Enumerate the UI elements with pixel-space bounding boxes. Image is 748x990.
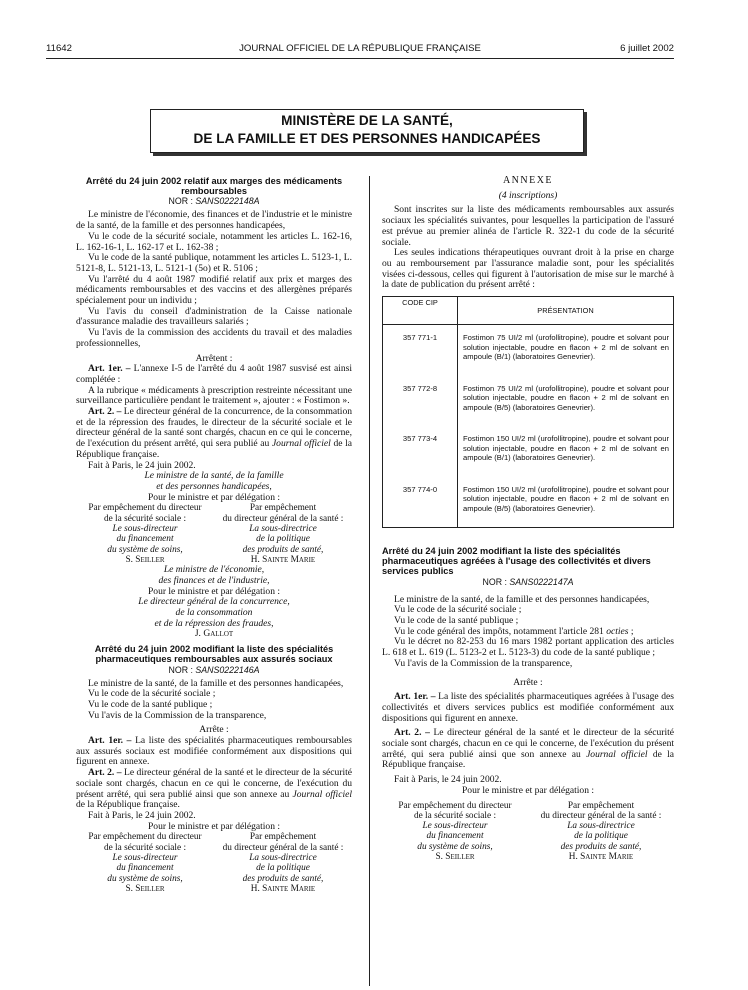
- table-row: [383, 376, 674, 427]
- arrete1-arrete: Arrêtent :: [195, 352, 233, 364]
- arrete2-art2: [76, 768, 352, 811]
- column-divider: [369, 176, 370, 986]
- sig-line: Par empêchement: [249, 503, 317, 514]
- sig-line: de la politique: [256, 863, 310, 874]
- art-label: Art. 1er. –: [88, 735, 132, 747]
- arrete1-title: Arrêté du 24 juin 2002 relatif aux marges des médicaments remboursables: [85, 176, 343, 197]
- cip-code: 357 773-4: [383, 426, 458, 477]
- sig-pour: Pour le ministre et par délégation :: [461, 784, 595, 796]
- arrete1-p3: Vu le code de la santé publique, notamment les articles L. 5123-1, L. 5121-8, L. 5121-13, L. 5121-1 (5o) et R. 5106 ;: [76, 252, 352, 274]
- sig-line: Par empêchement: [249, 832, 317, 843]
- sig-line: du directeur général de la santé :: [222, 513, 344, 524]
- sig-line: Le sous-directeur: [112, 523, 178, 534]
- table-row: [383, 426, 674, 477]
- journal-title: JOURNAL OFFICIEL DE LA RÉPUBLIQUE FRANÇAISE: [239, 43, 481, 54]
- art-label: Art. 1er. –: [394, 691, 436, 703]
- arrete3-arrete: Arrête :: [513, 676, 543, 688]
- sig-line: du système de soins,: [107, 544, 183, 555]
- cip-code: 357 772-8: [383, 376, 458, 427]
- arrete1-nor: [76, 196, 352, 207]
- text: ;: [628, 625, 634, 637]
- annexe-title: ANNEXE: [502, 175, 554, 186]
- sig-minister1: Le ministre de la santé, de la famille: [144, 470, 284, 482]
- presentation: Fostimon 150 UI/2 ml (urofollitropine), poudre et solvant pour solution injectable, poudre en flacon + 2 ml de solvant en ampoule (B/1) (laboratoires Genevrier).: [463, 434, 669, 463]
- sig-line: du financement: [116, 863, 174, 874]
- art-text: Le directeur général de la concurrence, de la consommation et de la répression des fraudes, le directeur de la sécurité sociale et le directeur général de la santé sont chargés, chacun en ce qui le concerne, de l'exécution du présent arrêté, qui sera publié au: [76, 406, 353, 450]
- journal-officiel: Journal officiel: [271, 438, 331, 450]
- signature-left: [76, 832, 214, 894]
- art-text: La liste des spécialités pharmaceutiques agréées à l'usage des collectivités et divers services publics est modifiée conformément aux dispositions qui figurent en annexe.: [382, 691, 674, 724]
- cip-table: [382, 296, 674, 528]
- nor-code: SANS0222146A: [195, 664, 260, 675]
- ministry-title-line2: DE LA FAMILLE ET DES PERSONNES HANDICAPÉES: [193, 131, 541, 146]
- arrete2-fait: Fait à Paris, le 24 juin 2002.: [88, 809, 196, 821]
- sig-pour: Pour le ministre et par délégation :: [147, 820, 281, 832]
- sig-line: de la sécurité sociale :: [103, 842, 187, 853]
- annexe-p2: Les seules indications thérapeutiques ouvrant droit à la prise en charge ou au remboursement par l'assurance maladie sont, pour les spécialités visées ci-dessous, celles qui figurent à l'autorisation de mise sur le marché à la date de publication du présent arrêté :: [382, 247, 674, 291]
- signatory-name: S. Seiller: [125, 554, 165, 565]
- nor-code: SANS0222148A: [195, 196, 260, 207]
- signatory-name: J. Gallot: [194, 628, 234, 640]
- nor-code: SANS0222147A: [509, 576, 574, 587]
- text-italic: octies: [606, 625, 629, 637]
- art-text: Le directeur général de la santé et le directeur de la sécurité sociale sont chargés, chacun en ce qui le concerne, de l'exécution du présent arrêté, qui sera publié ainsi que son annexe au: [76, 767, 352, 800]
- presentation: Fostimon 75 UI/2 ml (urofollitropine), poudre et solvant pour solution injectable, poudre en flacon + 2 ml de solvant en ampoule (B/5) (laboratoires Genevrier).: [463, 383, 669, 412]
- sig-line: des produits de santé,: [242, 873, 324, 884]
- sig-eco-line: Le ministre de l'économie,: [163, 564, 265, 576]
- arrete3-p5: Vu le décret no 82-253 du 16 mars 1982 portant application des articles L. 618 et L. 619 (L. 5123-2 et L. 5123-3) du code de la santé publique ;: [382, 636, 674, 659]
- table-header-row: [383, 297, 674, 325]
- issue-date: 6 juillet 2002: [620, 43, 674, 54]
- arrete1-signatures: [76, 503, 352, 565]
- art-label: Art. 2. –: [88, 767, 122, 779]
- arrete2-p4: Vu l'avis de la Commission de la transparence,: [88, 709, 267, 721]
- left-column: [76, 176, 352, 894]
- arrete3-art1: [382, 692, 674, 724]
- signatory-name: H. Sainte Marie: [250, 554, 316, 565]
- sig-line: Le sous-directeur: [422, 821, 488, 832]
- sig-line: du directeur général de la santé :: [540, 810, 662, 821]
- sig-line: Par empêchement: [567, 800, 635, 811]
- art-text: L'annexe I-5 de l'arrêté du 4 août 1987 susvisé est ainsi complétée :: [76, 363, 352, 385]
- table-row: [383, 477, 674, 528]
- arrete1-p1: Le ministre de l'économie, des finances et de l'industrie et le ministre de la santé, de la famille et des personnes handicapées,: [76, 209, 352, 232]
- sig-line: de la politique: [256, 534, 310, 545]
- column-header-cip: CODE CIP: [383, 297, 458, 325]
- ministry-title-line1: MINISTÈRE DE LA SANTÉ,: [281, 113, 453, 128]
- cip-code: 357 771-1: [383, 325, 458, 376]
- signature-left: [382, 801, 528, 863]
- sig-line: La sous-directrice: [567, 821, 635, 832]
- header-rule: [46, 58, 674, 59]
- arrete1-art2: [76, 407, 352, 461]
- presentation: Fostimon 150 UI/2 ml (urofollitropine), poudre et solvant pour solution injectable, poudre en flacon + 2 ml de solvant en ampoule (B/5) (laboratoires Genevrier).: [463, 484, 669, 513]
- arrete3-p2: Vu le code de la sécurité sociale ;: [394, 604, 522, 616]
- sig-line: du directeur général de la santé :: [222, 842, 344, 853]
- art-text-end: de la République française.: [382, 748, 674, 771]
- arrete2-nor: [76, 665, 352, 676]
- arrete1-fait: Fait à Paris, le 24 juin 2002.: [88, 459, 196, 471]
- nor-label: NOR :: [482, 576, 510, 587]
- sig-eco-line: et de la répression des fraudes,: [154, 617, 274, 629]
- signatory-name: H. Sainte Marie: [250, 883, 316, 894]
- sig-line: Par empêchement du directeur: [88, 503, 202, 514]
- arrete3-signatures: [382, 801, 674, 863]
- sig-minister2: et des personnes handicapées,: [156, 480, 272, 492]
- ministry-title-box: [150, 109, 584, 153]
- sig-line: des produits de santé,: [560, 841, 642, 852]
- arrete1-p4: Vu l'arrêté du 4 août 1987 modifié relatif aux prix et marges des médicaments remboursables et des vaccins et des allergènes préparés spécialement pour un individu ;: [76, 273, 352, 307]
- arrete1-art1b: A la rubrique « médicaments à prescription restreinte nécessitant une surveillance particulière pendant le traitement », ajouter : « Fostimon ».: [76, 384, 352, 407]
- arrete3-p1: Le ministre de la santé, de la famille et des personnes handicapées,: [394, 593, 650, 605]
- sig-line: de la sécurité sociale :: [413, 810, 497, 821]
- art-label: Art. 2. –: [88, 406, 122, 418]
- arrete2-art1: [76, 736, 352, 768]
- arrete3-p3: Vu le code de la santé publique ;: [394, 615, 519, 627]
- art-text-end: de la République française.: [76, 799, 180, 811]
- presentation: Fostimon 75 UI/2 ml (urofollitropine), poudre et solvant pour solution injectable, poudre en flacon + 2 ml de solvant en ampoule (B/1) (laboratoires Genevrier).: [463, 333, 669, 362]
- arrete3-p6: Vu l'avis de la Commission de la transparence,: [394, 657, 573, 669]
- arrete2-arrete: Arrête :: [199, 724, 229, 736]
- art-text-end: de la République française.: [76, 438, 352, 460]
- sig-line: du financement: [116, 534, 174, 545]
- sig-line: Par empêchement du directeur: [398, 800, 512, 811]
- nor-label: NOR :: [168, 196, 196, 207]
- arrete1-art1: [76, 364, 352, 385]
- sig-line: des produits de santé,: [242, 544, 324, 555]
- sig-line: de la politique: [574, 831, 628, 842]
- sig-line: du financement: [426, 831, 484, 842]
- journal-officiel: Journal officiel: [586, 748, 648, 760]
- sig-eco-line: Le directeur général de la concurrence,: [138, 596, 290, 608]
- sig-eco-line: des finances et de l'industrie,: [158, 574, 270, 586]
- art-label: Art. 1er. –: [88, 363, 131, 375]
- arrete2-signatures: [76, 832, 352, 894]
- arrete3-art2: [382, 728, 674, 771]
- sig-pour: Pour le ministre et par délégation :: [147, 491, 281, 503]
- sig-line: La sous-directrice: [249, 852, 317, 863]
- nor-label: NOR :: [168, 664, 196, 675]
- cip-code: 357 774-0: [383, 477, 458, 528]
- signatory-name: S. Seiller: [125, 883, 165, 894]
- signature-left: [76, 503, 214, 565]
- sig-eco-line: Pour le ministre et par délégation :: [147, 585, 281, 597]
- arrete3-nor: [382, 577, 674, 588]
- signatory-name: S. Seiller: [435, 852, 475, 863]
- annexe-subtitle: (4 inscriptions): [498, 189, 558, 201]
- signature-right: [528, 801, 674, 863]
- sig-line: du système de soins,: [417, 841, 493, 852]
- page-number: 11642: [46, 43, 72, 54]
- text: Vu le code général des impôts, notamment l'article 281: [394, 625, 607, 637]
- art-text: Le directeur général de la santé et le directeur de la sécurité sociale sont chargés, chacun en ce qui le concerne, de l'exécution du présent arrêté, qui sera publié ainsi que son annexe au: [382, 727, 674, 760]
- arrete3-fait: Fait à Paris, le 24 juin 2002.: [394, 774, 502, 786]
- right-column: [382, 176, 674, 862]
- arrete2-p1: Le ministre de la santé, de la famille et des personnes handicapées,: [88, 677, 344, 689]
- sig-line: Le sous-directeur: [112, 852, 178, 863]
- signature-right: [214, 832, 352, 894]
- signatory-name: H. Sainte Marie: [568, 852, 634, 863]
- arrete2-title: Arrêté du 24 juin 2002 modifiant la liste des spécialités pharmaceutiques remboursables aux assurés sociaux: [94, 644, 334, 665]
- arrete1-p5: Vu l'avis du conseil d'administration de la Caisse nationale d'assurance maladie des travailleurs salariés ;: [76, 305, 352, 328]
- arrete1-p2: Vu le code de la sécurité sociale, notamment les articles L. 162-16, L. 162-16-1, L. 162-17 et L. 162-38 ;: [76, 230, 352, 253]
- page-header: [46, 43, 674, 57]
- sig-line: La sous-directrice: [249, 523, 317, 534]
- sig-line: du système de soins,: [107, 873, 183, 884]
- art-text: La liste des spécialités pharmaceutiques remboursables aux assurés sociaux est modifiée conformément aux dispositions qui figurent en annexe.: [76, 735, 352, 768]
- annexe-p1: Sont inscrites sur la liste des médicaments remboursables aux assurés sociaux les spécialités suivantes, pour lesquelles la participation de l'assuré est prévue au premier alinéa de l'article R. 322-1 du code de la sécurité sociale.: [382, 204, 674, 248]
- journal-officiel: Journal officiel: [292, 788, 352, 800]
- arrete2-p2: Vu le code de la sécurité sociale ;: [88, 688, 216, 700]
- art-label: Art. 2. –: [394, 727, 430, 739]
- sig-eco-line: de la consommation: [175, 606, 253, 618]
- arrete3-title: Arrêté du 24 juin 2002 modifiant la liste des spécialités pharmaceutiques agréées à l'usage des collectivités et divers services publics: [382, 546, 651, 577]
- sig-line: de la sécurité sociale :: [103, 513, 187, 524]
- sig-line: Par empêchement du directeur: [88, 832, 202, 843]
- signature-right: [214, 503, 352, 565]
- table-row: [383, 325, 674, 376]
- column-header-presentation: PRÉSENTATION: [458, 297, 674, 325]
- arrete2-p3: Vu le code de la santé publique ;: [88, 698, 213, 710]
- arrete1-p6: Vu l'avis de la commission des accidents du travail et des maladies professionnelles,: [76, 327, 352, 349]
